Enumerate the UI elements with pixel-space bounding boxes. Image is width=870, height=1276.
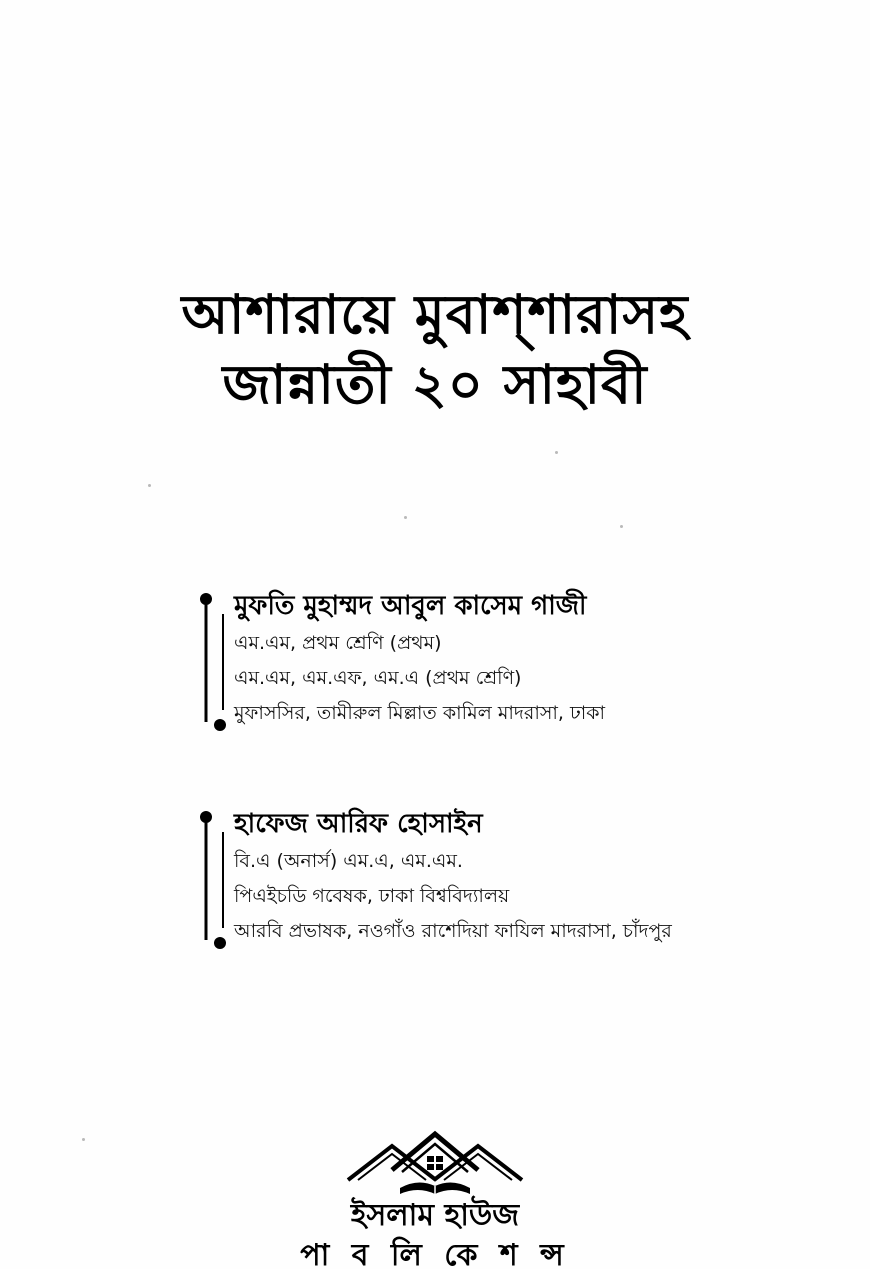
author-credential: এম.এম, এম.এফ, এম.এ (প্রথম শ্রেণি) bbox=[234, 667, 522, 689]
publisher-subtitle: পা ব লি কে শ ন্স bbox=[300, 1238, 570, 1273]
bracket-ornament-icon bbox=[196, 592, 226, 732]
author-block bbox=[192, 586, 812, 734]
scan-speck bbox=[82, 1138, 85, 1141]
book-title bbox=[60, 280, 810, 420]
author-credential: পিএইচডি গবেষক, ঢাকা বিশ্ববিদ্যালয় bbox=[234, 885, 510, 907]
scan-speck bbox=[404, 516, 407, 519]
scan-speck bbox=[620, 525, 623, 528]
scan-speck bbox=[555, 451, 558, 454]
author-credential: আরবি প্রভাষক, নওগাঁও রাশেদিয়া ফাযিল মাদরাসা, চাঁদপুর bbox=[234, 920, 672, 942]
scan-speck bbox=[148, 484, 151, 487]
book-title-line-2: জান্নাতী ২০ সাহাবী bbox=[222, 353, 648, 416]
author-credential: এম.এম, প্রথম শ্রেণি (প্রথম) bbox=[234, 632, 442, 654]
publisher-logo bbox=[270, 1126, 600, 1273]
publisher-name: ইসলাম হাউজ bbox=[350, 1198, 520, 1233]
author-name: হাফেজ আরিফ হোসাইন bbox=[234, 809, 483, 839]
bracket-ornament-icon bbox=[196, 810, 226, 950]
author-credential: বি.এ (অনার্স) এম.এ, এম.এম. bbox=[234, 850, 463, 872]
author-block bbox=[192, 804, 812, 952]
house-roofs-book-icon bbox=[340, 1130, 530, 1200]
book-title-line-1: আশারায়ে মুবাশ্‌শারাসহ bbox=[181, 283, 689, 346]
author-name: মুফতি মুহাম্মদ আবুল কাসেম গাজী bbox=[234, 591, 587, 621]
author-credential: মুফাসসির, তামীরুল মিল্লাত কামিল মাদরাসা, ঢাকা bbox=[234, 702, 606, 724]
